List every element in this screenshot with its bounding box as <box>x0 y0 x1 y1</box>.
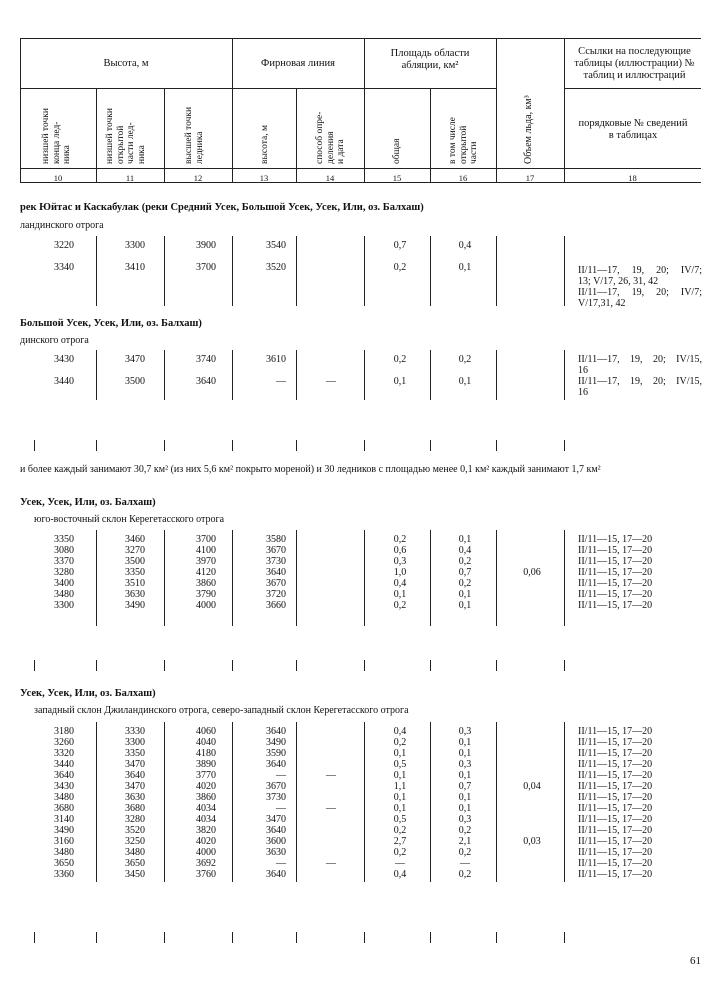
s4-vline <box>430 722 431 882</box>
tick <box>430 440 431 451</box>
s3-vline <box>496 530 497 626</box>
s3-col12: 3700 4100 3970 4120 3860 3790 4000 <box>196 534 216 611</box>
s1-vline <box>232 236 233 306</box>
s2-ref-line: II/11—17, 19, 20; IV/15, <box>578 376 702 387</box>
s1-col10: 3220 3340 <box>54 240 74 273</box>
s4-ref-line: II/11—15, 17—20 <box>578 792 653 803</box>
col-number-10: 10 <box>53 173 63 183</box>
s2-vline <box>496 350 497 400</box>
tick <box>164 660 165 671</box>
s3-ref-line: II/11—15, 17—20 <box>578 600 653 611</box>
s2-col11: 3470 3500 <box>125 354 145 387</box>
s3-ref-line: II/11—15, 17—20 <box>578 589 653 600</box>
s4-col12: 4060 4040 4180 3890 3770 4020 3860 4034 4034 3820 4020 4000 3692 3760 <box>196 726 216 880</box>
section-3-title: Усек, Усек, Или, оз. Балхаш) <box>20 497 156 508</box>
col10-header: низшей точки конца лед- ника <box>41 108 72 164</box>
s1-col12: 3900 3700 <box>196 240 216 273</box>
s3-vline <box>364 530 365 626</box>
s3-col15: 0,2 0,6 0,3 1,0 0,4 0,1 0,2 <box>393 534 407 611</box>
s2-ref-line: II/11—17, 19, 20; IV/15, <box>578 354 702 365</box>
s4-vline <box>232 722 233 882</box>
s1-ref-line: II/11—17, 19, 20; IV/7; <box>578 287 702 298</box>
s2-vline <box>164 350 165 400</box>
s1-vline <box>364 236 365 306</box>
tick <box>430 660 431 671</box>
s3-ref-line: II/11—15, 17—20 <box>578 534 653 545</box>
s4-col16: 0,3 0,1 0,1 0,3 0,1 0,7 0,1 0,1 0,3 0,2 2,1 0,2 — 0,2 <box>458 726 472 880</box>
s2-col10: 3430 3440 <box>54 354 74 387</box>
col11-header: низшей точки открытой части лед- ника <box>105 108 147 164</box>
s2-col13: 3610 — <box>266 354 286 387</box>
tick <box>496 932 497 943</box>
s2-vline <box>296 350 297 400</box>
header-bottom-rule <box>20 168 701 169</box>
s4-ref-line: II/11—15, 17—20 <box>578 726 653 737</box>
tick <box>296 660 297 671</box>
s1-refs <box>578 265 702 309</box>
tick <box>564 440 565 451</box>
s4-ref-line: II/11—15, 17—20 <box>578 836 653 847</box>
s1-col16: 0,4 0,1 <box>458 240 472 273</box>
s2-ref-line: 16 <box>578 387 588 398</box>
vline-area-volume <box>496 38 497 182</box>
s1-ref-line: II/11—17, 19, 20; IV/7; <box>578 265 702 276</box>
s3-vline <box>232 530 233 626</box>
page-number: 61 <box>690 955 701 967</box>
vline-13-14 <box>296 88 297 182</box>
ice-volume-header: Объем льда, км³ <box>523 95 534 164</box>
s1-vline <box>430 236 431 306</box>
s1-col11: 3300 3410 <box>125 240 145 273</box>
s3-col16: 0,1 0,4 0,2 0,7 0,2 0,1 0,1 <box>458 534 472 611</box>
s3-vline <box>96 530 97 626</box>
s2-col15: 0,2 0,1 <box>393 354 407 387</box>
vline-volume-refs <box>564 38 565 182</box>
header-group-rule <box>20 88 496 89</box>
col-number-15: 15 <box>392 173 402 183</box>
tick <box>34 440 35 451</box>
s4-vline <box>164 722 165 882</box>
tick <box>34 932 35 943</box>
tick <box>564 932 565 943</box>
section-3-subtitle: юго-восточный склон Керегетасского отрога <box>34 514 225 525</box>
tick <box>564 660 565 671</box>
table-top-rule <box>20 38 701 39</box>
s2-vline <box>96 350 97 400</box>
section-2-title: Большой Усек, Усек, Или, оз. Балхаш) <box>20 318 202 329</box>
tick <box>164 932 165 943</box>
tick <box>496 660 497 671</box>
s4-ref-line: II/11—15, 17—20 <box>578 858 653 869</box>
s3-vline <box>164 530 165 626</box>
tick <box>296 932 297 943</box>
section-1-title: рек Юйтас и Каскабулак (реки Средний Усек, Большой Усек, Усек, Или, оз. Балхаш) <box>20 202 424 213</box>
s1-ref-line: V/17,31, 42 <box>578 298 626 309</box>
tick <box>232 440 233 451</box>
tick <box>296 440 297 451</box>
s3-vline <box>564 530 565 626</box>
tick <box>96 932 97 943</box>
s4-vline <box>296 722 297 882</box>
col16-header: в том числе открытой части <box>448 117 479 164</box>
section-1-subtitle: ландинского отрога <box>20 220 104 231</box>
col-number-14: 14 <box>325 173 335 183</box>
s2-vline <box>364 350 365 400</box>
tick <box>96 660 97 671</box>
tick <box>364 932 365 943</box>
tick <box>96 440 97 451</box>
s1-vline <box>564 236 565 306</box>
s3-col11: 3460 3270 3500 3350 3510 3630 3490 <box>125 534 145 611</box>
s1-ref-line: 13; V/17, 26, 31, 42 <box>578 276 659 287</box>
s4-vline <box>496 722 497 882</box>
s4-ref-line: II/11—15, 17—20 <box>578 737 653 748</box>
s3-vline <box>296 530 297 626</box>
s4-col17: 0,04 0,03 <box>523 781 541 847</box>
s4-col14: — — — <box>326 770 336 869</box>
s4-ref-line: II/11—15, 17—20 <box>578 814 653 825</box>
section-2-subtitle: динского отрога <box>20 335 89 346</box>
tick <box>364 440 365 451</box>
col-number-13: 13 <box>259 173 269 183</box>
s4-ref-line: II/11—15, 17—20 <box>578 803 653 814</box>
s1-vline <box>496 236 497 306</box>
s3-col13: 3580 3670 3730 3640 3670 3720 3660 <box>266 534 286 611</box>
s4-vline <box>364 722 365 882</box>
s4-col15: 0,4 0,2 0,1 0,5 0,1 1,1 0,1 0,1 0,5 0,2 2,7 0,2 — 0,4 <box>393 726 407 880</box>
s4-col11: 3330 3300 3350 3470 3640 3470 3630 3680 3280 3520 3250 3480 3650 3450 <box>125 726 145 880</box>
s1-vline <box>164 236 165 306</box>
header-refs-rule <box>564 88 701 89</box>
s4-refs <box>578 726 702 880</box>
col15-header: общая <box>392 138 402 164</box>
col-number-18: 18 <box>628 173 637 183</box>
height-group-header: Высота, м <box>103 58 149 69</box>
tick <box>364 660 365 671</box>
s4-vline <box>564 722 565 882</box>
col-number-16: 16 <box>458 173 468 183</box>
vline-10-11 <box>96 88 97 182</box>
tick <box>496 440 497 451</box>
s4-vline <box>96 722 97 882</box>
s4-ref-line: II/11—15, 17—20 <box>578 759 653 770</box>
s3-col10: 3350 3080 3370 3280 3400 3480 3300 <box>54 534 74 611</box>
s2-vline <box>232 350 233 400</box>
s3-refs <box>578 534 702 611</box>
s2-col14: — <box>326 376 336 387</box>
s2-refs <box>578 354 702 398</box>
summary-note: и более каждый занимают 30,7 км² (из них 5,6 км² покрыто мореной) и 30 ледников с площадью менее 0,1 км² каждый занимают 1,7 км² <box>20 464 601 475</box>
s4-ref-line: II/11—15, 17—20 <box>578 869 653 880</box>
s1-vline <box>296 236 297 306</box>
s4-ref-line: II/11—15, 17—20 <box>578 748 653 759</box>
s3-ref-line: II/11—15, 17—20 <box>578 545 653 556</box>
s4-col10: 3180 3260 3320 3440 3640 3430 3480 3680 3140 3490 3160 3480 3650 3360 <box>54 726 74 880</box>
section-4-subtitle: западный склон Джиландинского отрога, северо-западный склон Керегетасского отрога <box>34 705 409 716</box>
firn-line-header: Фирновая линия <box>261 58 335 69</box>
s2-vline <box>564 350 565 400</box>
col14-header: способ опре- деления и дата <box>315 111 346 164</box>
s2-col16: 0,2 0,1 <box>458 354 472 387</box>
vline-firn-area <box>364 38 365 182</box>
ablation-area-header: Площадь области абляции, км² <box>390 48 470 71</box>
vline-11-12 <box>164 88 165 182</box>
section-4-title: Усек, Усек, Или, оз. Балхаш) <box>20 688 156 699</box>
s3-ref-line: II/11—15, 17—20 <box>578 567 653 578</box>
col-number-17: 17 <box>525 173 535 183</box>
s3-col17: 0,06 <box>523 567 541 578</box>
s3-ref-line: II/11—15, 17—20 <box>578 578 653 589</box>
tick <box>34 660 35 671</box>
s2-ref-line: 16 <box>578 365 588 376</box>
refs-subheader: порядковые № сведений в таблицах <box>578 118 688 141</box>
tick <box>232 660 233 671</box>
col13-header: высота, м <box>260 125 270 164</box>
col12-header: высшей точки ледника <box>184 106 205 164</box>
refs-header: Ссылки на последующие таблицы (иллюстрации) № таблиц и иллюстраций <box>574 46 695 81</box>
s2-vline <box>430 350 431 400</box>
s4-col13: 3640 3490 3590 3640 — 3670 3730 — 3470 3640 3600 3630 — 3640 <box>266 726 286 880</box>
col-number-12: 12 <box>193 173 203 183</box>
s1-col15: 0,7 0,2 <box>393 240 407 273</box>
s4-ref-line: II/11—15, 17—20 <box>578 781 653 792</box>
s2-col12: 3740 3640 <box>196 354 216 387</box>
s4-ref-line: II/11—15, 17—20 <box>578 847 653 858</box>
s4-ref-line: II/11—15, 17—20 <box>578 770 653 781</box>
s1-col13: 3540 3520 <box>266 240 286 273</box>
s3-vline <box>430 530 431 626</box>
s3-ref-line: II/11—15, 17—20 <box>578 556 653 567</box>
tick <box>164 440 165 451</box>
vline-15-16 <box>430 88 431 182</box>
col-number-11: 11 <box>125 173 135 183</box>
tick <box>430 932 431 943</box>
s4-ref-line: II/11—15, 17—20 <box>578 825 653 836</box>
tick <box>232 932 233 943</box>
s1-vline <box>96 236 97 306</box>
